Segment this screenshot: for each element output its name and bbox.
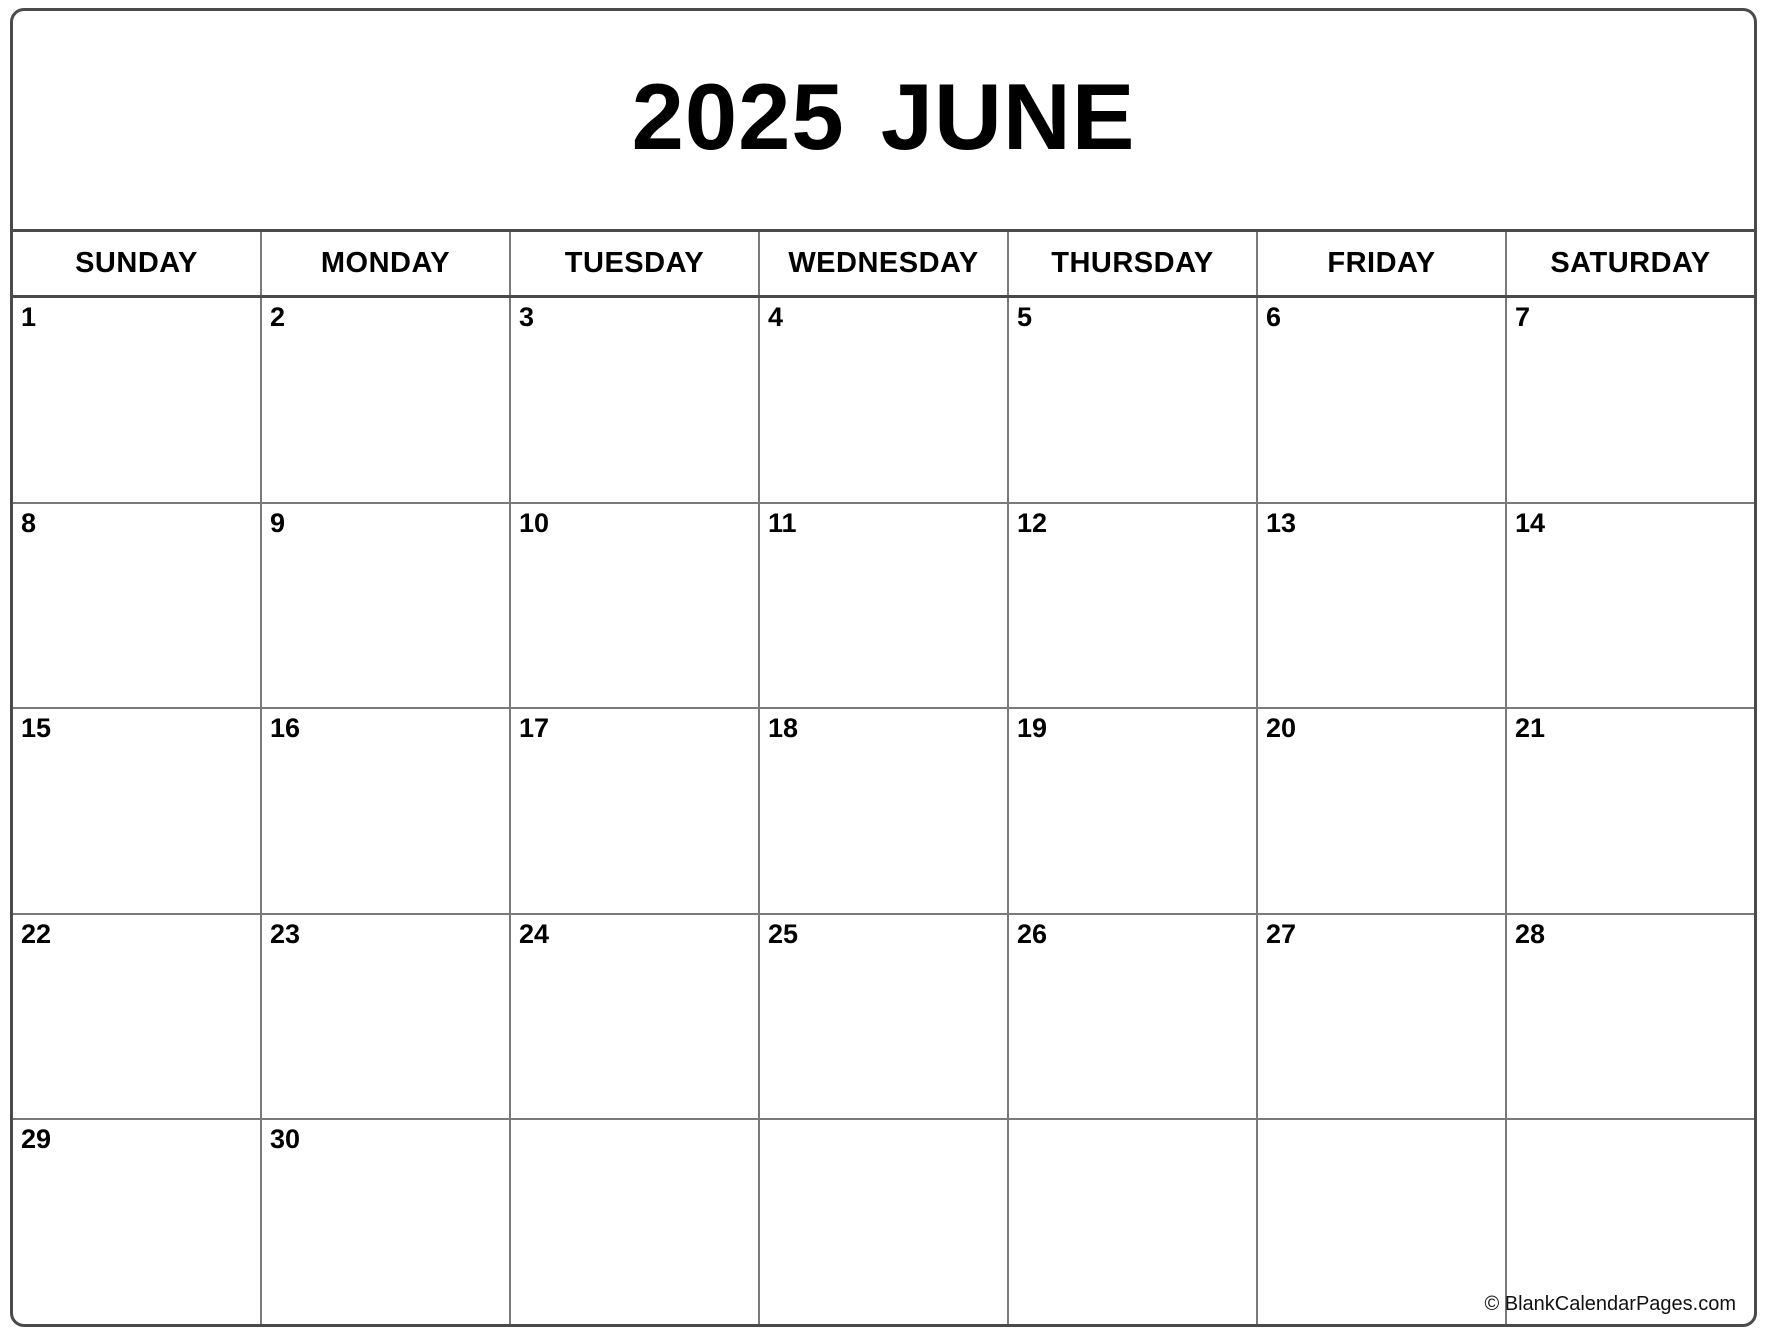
weekday-header-friday: FRIDAY bbox=[1258, 232, 1507, 295]
day-number: 6 bbox=[1266, 302, 1282, 332]
day-cell[interactable] bbox=[760, 298, 1009, 502]
day-cell-empty bbox=[1009, 1120, 1258, 1324]
day-cell[interactable] bbox=[1258, 915, 1507, 1119]
day-cell-empty bbox=[1258, 1120, 1507, 1324]
day-number: 20 bbox=[1266, 713, 1297, 744]
day-cell-empty bbox=[511, 1120, 760, 1324]
day-number: 10 bbox=[519, 507, 550, 538]
day-number: 22 bbox=[21, 918, 52, 949]
day-number: 25 bbox=[768, 918, 799, 949]
day-cell[interactable] bbox=[760, 504, 1009, 708]
day-number: 17 bbox=[519, 713, 550, 744]
day-number: 19 bbox=[1017, 713, 1048, 744]
day-cell[interactable] bbox=[1009, 915, 1258, 1119]
day-number: 4 bbox=[768, 302, 784, 332]
title-month: JUNE bbox=[880, 64, 1136, 169]
day-cell[interactable] bbox=[1258, 504, 1507, 708]
day-cell[interactable] bbox=[13, 504, 262, 708]
weekday-header-wednesday: WEDNESDAY bbox=[760, 232, 1009, 295]
day-number: 23 bbox=[270, 918, 301, 949]
day-number: 16 bbox=[270, 713, 301, 744]
day-cell[interactable] bbox=[262, 1120, 511, 1324]
day-number: 27 bbox=[1266, 918, 1297, 949]
site-credit: © BlankCalendarPages.com bbox=[1484, 1293, 1736, 1315]
calendar-grid bbox=[13, 298, 1754, 1324]
day-cell-empty bbox=[760, 1120, 1009, 1324]
day-cell[interactable] bbox=[1507, 298, 1754, 502]
day-cell[interactable] bbox=[1258, 709, 1507, 913]
day-cell[interactable] bbox=[262, 915, 511, 1119]
day-cell[interactable] bbox=[1507, 915, 1754, 1119]
calendar-title-bar bbox=[13, 11, 1754, 232]
title-year: 2025 bbox=[631, 64, 845, 169]
weekday-header-saturday: SATURDAY bbox=[1550, 247, 1711, 279]
day-number: 30 bbox=[270, 1124, 301, 1155]
day-cell[interactable] bbox=[1009, 504, 1258, 708]
day-number: 28 bbox=[1515, 918, 1546, 949]
day-number: 5 bbox=[1017, 302, 1033, 332]
day-number: 14 bbox=[1515, 507, 1546, 538]
day-number: 26 bbox=[1017, 918, 1048, 949]
day-number: 13 bbox=[1266, 507, 1297, 538]
day-number: 9 bbox=[270, 507, 286, 538]
day-number: 18 bbox=[768, 713, 799, 744]
day-cell[interactable] bbox=[760, 915, 1009, 1119]
day-number: 11 bbox=[768, 507, 797, 538]
day-cell[interactable] bbox=[1258, 298, 1507, 502]
day-number: 29 bbox=[21, 1124, 52, 1155]
calendar bbox=[10, 8, 1757, 1327]
day-cell[interactable] bbox=[511, 504, 760, 708]
calendar-week-row bbox=[13, 504, 1754, 710]
day-number: 8 bbox=[21, 507, 37, 538]
day-cell[interactable] bbox=[511, 915, 760, 1119]
day-cell[interactable] bbox=[511, 709, 760, 913]
day-number: 7 bbox=[1515, 302, 1531, 332]
day-cell[interactable] bbox=[760, 709, 1009, 913]
weekday-header-monday: MONDAY bbox=[262, 232, 511, 295]
day-cell[interactable] bbox=[262, 504, 511, 708]
day-number: 21 bbox=[1515, 713, 1546, 744]
day-number: 2 bbox=[270, 302, 286, 332]
day-number: 12 bbox=[1017, 507, 1048, 538]
day-cell[interactable] bbox=[262, 709, 511, 913]
calendar-week-row bbox=[13, 915, 1754, 1121]
weekday-header-row bbox=[13, 232, 1754, 298]
page-title bbox=[631, 64, 1136, 170]
calendar-week-row bbox=[13, 709, 1754, 915]
weekday-header-tuesday: TUESDAY bbox=[511, 232, 760, 295]
day-number: 1 bbox=[21, 302, 37, 332]
day-number: 3 bbox=[519, 302, 535, 332]
calendar-week-row bbox=[13, 298, 1754, 504]
day-cell[interactable] bbox=[13, 709, 262, 913]
weekday-header-sunday: SUNDAY bbox=[13, 232, 262, 295]
day-cell[interactable] bbox=[13, 298, 262, 502]
day-cell[interactable] bbox=[13, 915, 262, 1119]
day-cell[interactable] bbox=[1507, 709, 1754, 913]
day-cell[interactable] bbox=[13, 1120, 262, 1324]
day-cell[interactable] bbox=[262, 298, 511, 502]
day-cell[interactable] bbox=[1507, 504, 1754, 708]
day-cell[interactable] bbox=[1009, 298, 1258, 502]
day-cell[interactable] bbox=[1009, 709, 1258, 913]
day-number: 15 bbox=[21, 713, 52, 744]
day-number: 24 bbox=[519, 918, 550, 949]
day-cell[interactable] bbox=[511, 298, 760, 502]
weekday-header-thursday: THURSDAY bbox=[1009, 232, 1258, 295]
